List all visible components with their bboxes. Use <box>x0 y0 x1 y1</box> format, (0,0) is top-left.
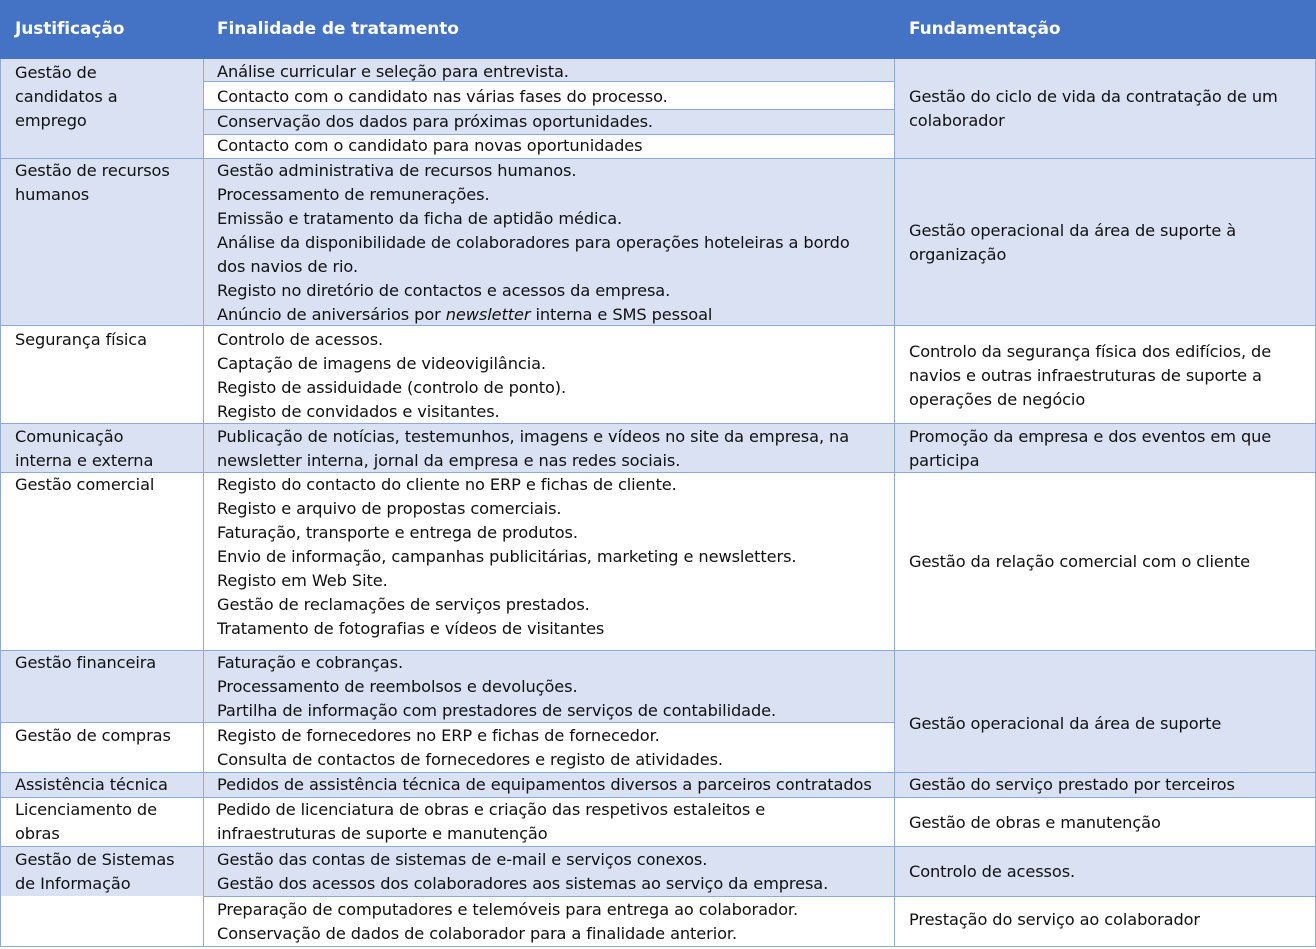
purpose-item: Publicação de notícias, testemunhos, imagens e vídeos no site da empresa, na <box>217 427 850 446</box>
purpose-item: Registo em Web Site. <box>217 571 388 590</box>
justification-cell: Segurança física <box>15 330 147 349</box>
purpose-list <box>217 328 566 424</box>
purpose-list <box>217 159 850 327</box>
col-border <box>0 59 1 947</box>
purpose-item: Controlo de acessos. <box>217 330 384 349</box>
purpose-item: Envio de informação, campanhas publicitárias, marketing e newsletters. <box>217 547 797 566</box>
purpose-item: Processamento de reembolsos e devoluções. <box>217 677 578 696</box>
purpose-list <box>217 898 798 946</box>
purpose-item: Contacto com o candidato para novas oportunidades <box>217 136 643 155</box>
justification-cell: Assistência técnica <box>15 775 168 794</box>
foundation-cell: Prestação do serviço ao colaborador <box>909 910 1200 929</box>
foundation-cell: Gestão operacional da área de suporte <box>909 714 1222 733</box>
purpose-item: Conservação dos dados para próximas oportunidades. <box>217 112 653 131</box>
justification-cell: Gestão de Sistemas de Informação <box>15 850 175 893</box>
purpose-item: Registo do contacto do cliente no ERP e fichas de cliente. <box>217 475 677 494</box>
purpose-item: Gestão de reclamações de serviços prestados. <box>217 595 590 614</box>
purpose-item: dos navios de rio. <box>217 257 358 276</box>
purpose-list <box>217 651 776 723</box>
purpose-item: Faturação, transporte e entrega de produtos. <box>217 523 578 542</box>
purpose-item: Pedidos de assistência técnica de equipamentos diversos a parceiros contratados <box>217 775 872 794</box>
purpose-item: Preparação de computadores e telemóveis para entrega ao colaborador. <box>217 900 799 919</box>
foundation-cell: Gestão da relação comercial com o cliente <box>909 552 1251 571</box>
row-border <box>0 846 1316 847</box>
header-foundation: Fundamentação <box>909 19 1061 39</box>
foundation-cell: Gestão do ciclo de vida da contratação de um colaborador <box>909 87 1278 130</box>
purpose-item: Conservação de dados de colaborador para a finalidade anterior. <box>217 924 738 943</box>
purpose-item: Gestão das contas de sistemas de e-mail e serviços conexos. <box>217 850 708 869</box>
purpose-item: Tratamento de fotografias e vídeos de visitantes <box>217 619 605 638</box>
col-border <box>203 59 204 947</box>
purpose-item: Registo de assiduidade (controlo de ponto). <box>217 378 567 397</box>
foundation-cell: Controlo de acessos. <box>909 862 1076 881</box>
purpose-item: Captação de imagens de videovigilância. <box>217 354 546 373</box>
justification-cell: Comunicação interna e externa <box>15 427 154 470</box>
purpose-item: Análise curricular e seleção para entrevista. <box>217 62 569 81</box>
foundation-cell: Gestão operacional da área de suporte à organização <box>909 221 1237 264</box>
purpose-item: newsletter interna, jornal da empresa e nas redes sociais. <box>217 451 681 470</box>
purpose-item: Registo no diretório de contactos e acessos da empresa. <box>217 281 671 300</box>
justification-cell: Gestão de recursos humanos <box>15 161 170 204</box>
col-border <box>894 59 895 947</box>
purpose-list <box>217 473 796 641</box>
purpose-item: Análise da disponibilidade de colaboradores para operações hoteleiras a bordo <box>217 233 850 252</box>
row-border <box>0 946 1316 947</box>
justification-cell: Gestão de candidatos a emprego <box>15 63 118 130</box>
purpose-list <box>217 425 849 473</box>
purpose-item: Pedido de licenciatura de obras e criação das respetivos estaleitos e <box>217 800 766 819</box>
purpose-item: Emissão e tratamento da ficha de aptidão médica. <box>217 209 623 228</box>
purpose-item: Processamento de remunerações. <box>217 185 490 204</box>
purpose-item: Partilha de informação com prestadores de serviços de contabilidade. <box>217 701 777 720</box>
purpose-item: Registo de convidados e visitantes. <box>217 402 500 421</box>
foundation-cell: Promoção da empresa e dos eventos em que participa <box>909 427 1272 470</box>
purpose-item: Anúncio de aniversários por newsletter interna e SMS pessoal <box>217 305 713 324</box>
foundation-cell: Gestão de obras e manutenção <box>909 813 1161 832</box>
purpose-list <box>217 724 723 772</box>
row-border <box>204 896 1316 897</box>
justification-cell: Gestão financeira <box>15 653 157 672</box>
purpose-item: Registo e arquivo de propostas comerciais. <box>217 499 562 518</box>
purpose-item: Consulta de contactos de fornecedores e registo de atividades. <box>217 750 723 769</box>
purpose-item: Faturação e cobranças. <box>217 653 404 672</box>
foundation-cell: Gestão do serviço prestado por terceiros <box>909 775 1235 794</box>
justification-cell: Gestão comercial <box>15 475 155 494</box>
table-header <box>0 0 1316 59</box>
purpose-list <box>217 798 765 846</box>
foundation-cell: Controlo da segurança física dos edifícios, de navios e outras infraestruturas de suporte a operações de negócio <box>909 342 1272 409</box>
purpose-item: Gestão dos acessos dos colaboradores aos sistemas ao serviço da empresa. <box>217 874 829 893</box>
purpose-item: Gestão administrativa de recursos humanos. <box>217 161 577 180</box>
row-border <box>0 423 1316 424</box>
header-justification: Justificação <box>15 19 125 39</box>
justification-cell: Gestão de compras <box>15 726 171 745</box>
header-purpose: Finalidade de tratamento <box>217 19 459 39</box>
purpose-item: Contacto com o candidato nas várias fases do processo. <box>217 87 668 106</box>
purpose-list <box>217 848 828 896</box>
purpose-item: Registo de fornecedores no ERP e fichas de fornecedor. <box>217 726 660 745</box>
purpose-item: infraestruturas de suporte e manutenção <box>217 824 548 843</box>
justification-cell: Licenciamento de obras <box>15 800 157 843</box>
